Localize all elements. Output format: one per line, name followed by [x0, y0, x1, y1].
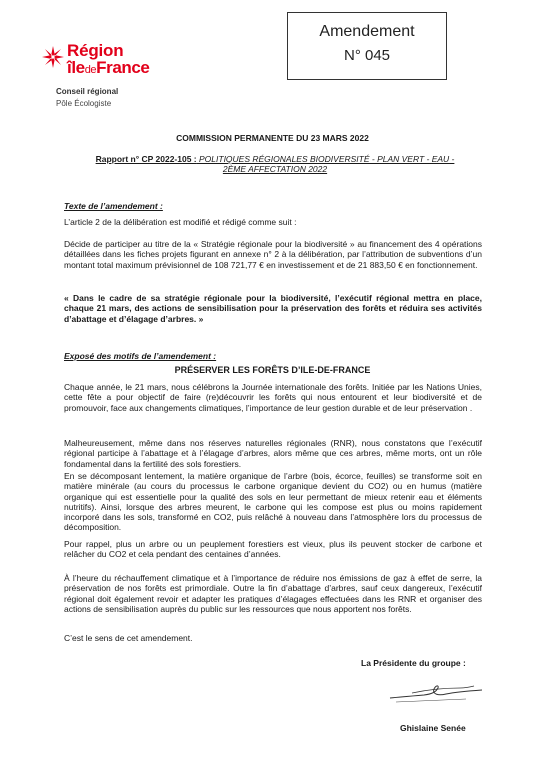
star-logo-icon — [42, 46, 64, 68]
pole-name: Pôle Écologiste — [56, 99, 112, 108]
motives-paragraph-5: À l’heure du réchauffement climatique et à l’importance de réduire nos émissions de gaz à effet de serre, la préservation de nos forêts est primordiale. Outre la fin d’abattage d’arbres, sauf ceux dangereux, l’exécutif régional doit également revoir et adapter les pratiques d’élagages effectuées dans les RNR et organiser des actions de sensibilisation auprès du public sur les ressources que nous apportent nos forêts. — [64, 573, 482, 614]
motives-paragraph-2: Malheureusement, même dans nos réserves naturelles régionales (RNR), nous constatons que l’exécutif régional participe à l’abattage et à l’élagage d’arbres, alors même que ces arbres, même morts, ont un rôle fondamental dans la fertilité des sols forestiers. — [64, 438, 482, 469]
amendment-paragraph-3: « Dans le cadre de sa stratégie régionale pour la biodiversité, l’exécutif régional mettra en place, chaque 21 mars, des actions de sensibilisation pour la préservation des forêts et réduira ses activités d’abattage et d’élagage d’arbres. » — [64, 293, 482, 324]
council-name: Conseil régional — [56, 87, 119, 96]
commission-title: COMMISSION PERMANENTE DU 23 MARS 2022 — [176, 133, 369, 143]
amendment-paragraph-2: Décide de participer au titre de la « Stratégie régionale pour la biodiversité » au financement des 4 opérations détaillées dans les fiches projets figurant en annexe n° 2 à la délibération, par l’attribution de subventions d’un montant total maximum prévisionnel de 108 721,77 € en investissement et de 21 883,50 € en fonctionnement. — [64, 239, 482, 270]
amendment-number-box — [287, 12, 447, 80]
amendment-text-label: Texte de l’amendement : — [64, 201, 163, 211]
motives-paragraph-4: Pour rappel, plus un arbre ou un peuplement forestiers est vieux, plus ils peuvent stocker de carbone et relâcher du CO2 et cela pendant des centaines d’années. — [64, 539, 482, 560]
rapport-id: Rapport n° CP 2022-105 : — [95, 154, 197, 164]
amendment-number: N° 045 — [343, 47, 391, 64]
rapport-line — [85, 154, 465, 174]
motives-heading: PRÉSERVER LES FORÊTS D’ILE-DE-FRANCE — [174, 365, 371, 375]
amendment-title: Amendement — [319, 23, 415, 40]
motives-paragraph-1: Chaque année, le 21 mars, nous célébrons la Journée internationale des forêts. Initiée par les Nations Unies, cette fête a pour objectif de faire (re)découvrir les forêts qui nous entourent et leur biodiversité et de promouvoir, face aux changements climatiques, l’importance de leur gestion durable et de leur préservation . — [64, 382, 482, 413]
motives-label: Exposé des motifs de l’amendement : — [64, 351, 217, 361]
handwritten-signature — [386, 676, 486, 708]
logo-idf-text: îledeFrance — [67, 58, 150, 77]
rapport-title: POLITIQUES RÉGIONALES BIODIVERSITÉ - PLAN VERT - EAU - 2ÈME AFFECTATION 2022 — [196, 154, 455, 174]
motives-paragraph-3: En se décomposant lentement, la matière organique de l’arbre (bois, écorce, feuilles) se transforme soit en matière minérale (au cours du processus le carbone organique devient du CO2) ou en humus (matière organique qui est essentielle pour la qualité des sols en leur permettant de mieux retenir eau et éléments nutritifs). Ainsi, lorsque des arbres meurent, le carbone qui les compose est plus ou moins rapidement incorporé dans les sols, transformé en CO2, puis relâché à nouveau dans l’atmosphère lors du processus de décomposition. — [64, 471, 482, 533]
signer-name: Ghislaine Senée — [400, 723, 466, 733]
motives-paragraph-6: C’est le sens de cet amendement. — [64, 633, 193, 643]
logo-region-text: Région — [67, 41, 124, 60]
signature-label: La Présidente du groupe : — [361, 658, 466, 668]
amendment-paragraph-1: L’article 2 de la délibération est modifié et rédigé comme suit : — [64, 217, 297, 227]
